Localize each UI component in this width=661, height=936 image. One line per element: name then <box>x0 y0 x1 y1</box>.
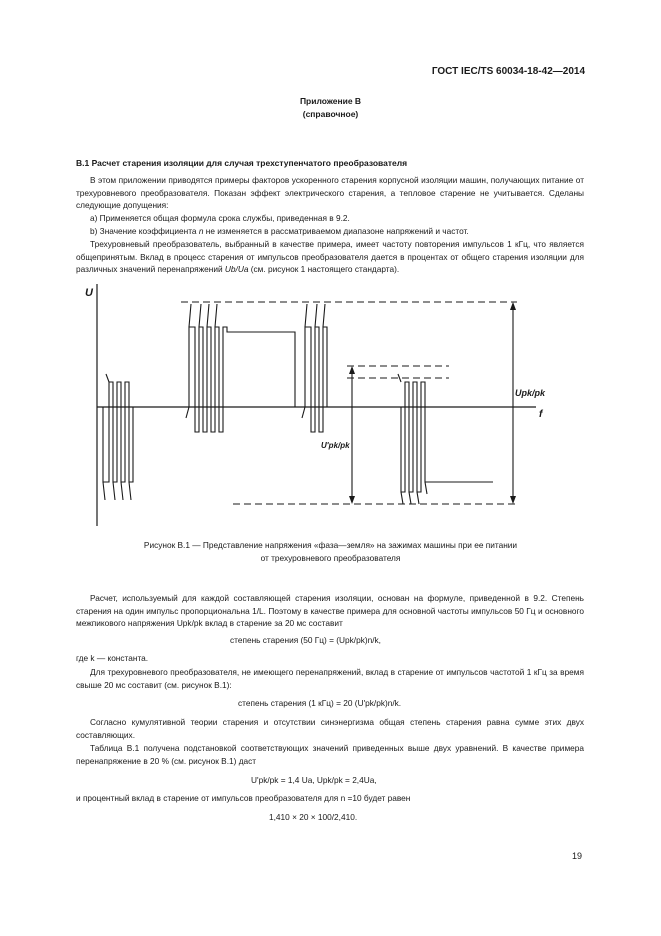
waveform-negative-pulses <box>97 382 177 482</box>
appendix-title: Приложение В <box>299 96 362 106</box>
paragraph-converter <box>76 238 584 276</box>
overshoot-spikes <box>103 304 427 504</box>
paragraph-cumulative: Согласно кумулятивной теории старения и отсутствии синэнергизма общая степень старения равна сумме этих двух составляющих. <box>76 717 584 740</box>
y-axis-label: U <box>85 287 93 299</box>
assumption-b-pre: b) Значение коэффициента <box>90 226 199 236</box>
waveform-positive-pulses <box>177 327 295 432</box>
paragraph-constant: где k — константа. <box>76 653 149 663</box>
paragraph-percent: и процентный вклад в старение от импульсов преобразователя для n =10 будет равен <box>76 793 411 803</box>
label-upk-prime: U'pk/pk <box>321 441 350 450</box>
assumption-b-n: n <box>198 226 204 236</box>
upk-prime-arrow-top <box>349 366 355 374</box>
formula-50hz: степень старения (50 Гц) = (Upk/pk)n/k, <box>230 635 381 645</box>
assumption-a: a) Применяется общая формула срока службы, приведенная в 9.2. <box>90 213 350 223</box>
figure-caption-line2: от трехуровневого преобразователя <box>260 553 401 563</box>
appendix-subtitle: (справочное) <box>302 109 359 119</box>
figure-voltage-waveform <box>85 282 555 532</box>
upk-prime-arrow-bottom <box>349 496 355 504</box>
overvoltage-ratio: Ub/Ua <box>224 264 249 275</box>
formula-percent: 1,410 × 20 × 100/2,410. <box>269 812 358 822</box>
upk-arrow-bottom <box>510 496 516 504</box>
figure-caption-line1: Рисунок В.1 — Представление напряжения «фаза—земля» на зажимах машины при ее питании <box>143 540 518 550</box>
x-axis-label: f <box>539 409 543 420</box>
paragraph-calculation: Расчет, используемый для каждой составляющей старения изоляции, основан на формуле, приведенной в 9.2. Степень старения на один импульс пропорциональна 1/L. Поэтому в качестве примера для основной частоты импульсов 50 Гц и основного межпикового напряжения Upk/pk вклад в старение за 20 мс составит <box>76 593 584 629</box>
page-number: 19 <box>572 851 583 861</box>
formula-1khz: степень старения (1 кГц) = 20 (U'pk/pk)n/k. <box>238 698 402 708</box>
section-heading: В.1 Расчет старения изоляции для случая трехступенчатого преобразователя <box>76 158 408 168</box>
paragraph-intro: В этом приложении приводятся примеры факторов ускоренного старения корпусной изоляции машин, получающих питание от трехуровневого преобразователя. Показан эффект электрического старения, а тепловое старение не учитывается. Сделаны следующие допущения: <box>76 175 584 211</box>
waveform-positive-pulses-2 <box>295 327 397 432</box>
paragraph-no-overvoltage: Для трехуровневого преобразователя, не имеющего перенапряжений, вклад в старение от импульсов частотой 1 кГц за время свыше 20 мс составит (см. рисунок В.1): <box>76 667 584 690</box>
assumption-b-post: не изменяется в рассматриваемом диапазоне напряжений и частот. <box>203 226 469 236</box>
paragraph-converter-text: Трехуровневый преобразователь, выбранный в качестве примера, имеет частоту повторения импульсов 1 кГц, что является общепринятым. Вклад в процесс старения от импульсов преобразователя дается в процентах от общего старения изоляции для различных значений перенапряжений <box>76 239 584 275</box>
formula-voltages: U'pk/pk = 1,4 Ua, Upk/pk = 2,4Ua, <box>251 775 377 785</box>
upk-arrow-top <box>510 302 516 310</box>
paragraph-table-b1: Таблица В.1 получена подстановкой соответствующих значений приведенных выше двух уравнений. В качестве примера перенапряжение в 20 % (см. рисунок В.1) даст <box>76 743 584 766</box>
assumption-b <box>76 225 584 238</box>
paragraph-converter-tail: (см. рисунок 1 настоящего стандарта). <box>248 264 400 275</box>
document-id: ГОСТ IEC/TS 60034-18-42—2014 <box>431 66 585 77</box>
label-upk: Upk/pk <box>515 388 546 398</box>
waveform-lower-pulses <box>397 382 493 492</box>
